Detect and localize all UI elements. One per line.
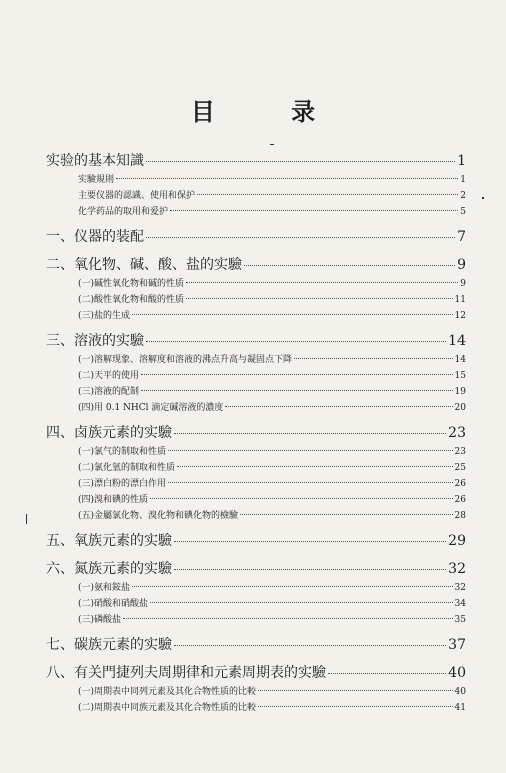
toc-subsection-row	[46, 292, 466, 308]
toc-subsection-row	[46, 188, 466, 204]
scan-speck	[482, 197, 484, 199]
toc-subsection-row	[46, 684, 466, 700]
dot-leader	[174, 541, 446, 542]
toc-page-number: 28	[454, 511, 466, 521]
toc-page-number: 9	[460, 279, 466, 289]
toc-page-number: 32	[454, 583, 466, 593]
toc-subsection-row	[46, 172, 466, 188]
toc-entry-label: (一)碱性氧化物和碱的性质	[78, 279, 185, 289]
toc-subsection-row	[46, 508, 466, 524]
toc-page-number: 23	[454, 447, 466, 457]
toc-subsection-row	[46, 368, 466, 384]
toc-subsection-row	[46, 308, 466, 324]
dot-leader	[244, 265, 455, 266]
toc-subsection-row	[46, 700, 466, 716]
toc-page-number: 1	[457, 153, 466, 169]
dot-leader	[141, 374, 453, 375]
dot-leader	[174, 645, 446, 646]
table-of-contents	[46, 150, 466, 716]
dot-leader	[150, 602, 453, 603]
toc-page-number: 25	[454, 463, 466, 473]
toc-subsection-row	[46, 580, 466, 596]
toc-page-number: 2	[460, 191, 466, 201]
toc-page-number: 29	[448, 533, 466, 549]
toc-entry-label: 四、卤族元素的实驗	[46, 425, 172, 441]
toc-section-row	[46, 150, 466, 172]
toc-entry-label: 实验的基本知識	[46, 153, 144, 169]
toc-subsection-row	[46, 352, 466, 368]
toc-section-row	[46, 634, 466, 656]
toc-entry-label: 八、有关門捷列夫周期律和元素周期表的实驗	[46, 665, 326, 681]
toc-page-number: 19	[454, 387, 466, 397]
toc-entry-label: 三、溶液的实驗	[46, 333, 144, 349]
toc-entry-label: (一)氨和銨盐	[78, 583, 131, 593]
toc-entry-label: (三)盐的生成	[78, 311, 131, 321]
dot-leader	[258, 706, 453, 707]
toc-page-number: 23	[448, 425, 466, 441]
toc-entry-label: 六、氮族元素的实驗	[46, 561, 172, 577]
toc-page-number: 7	[457, 229, 466, 245]
toc-page-number: 12	[454, 311, 466, 321]
dot-leader	[141, 390, 453, 391]
toc-section-row	[46, 558, 466, 580]
toc-section-row	[46, 254, 466, 276]
dot-leader	[146, 341, 446, 342]
dot-leader	[328, 673, 446, 674]
toc-page-number: 1	[460, 175, 466, 185]
toc-page-number: 14	[448, 333, 466, 349]
toc-entry-label: (二)天平的使用	[78, 371, 140, 381]
toc-subsection-row	[46, 476, 466, 492]
dot-leader	[294, 358, 453, 359]
dot-leader	[197, 194, 458, 195]
dot-leader	[168, 450, 453, 451]
scan-speck	[270, 144, 274, 145]
toc-section-row	[46, 226, 466, 248]
toc-entry-label: (一)周期表中同列元素及其化合物性质的比較	[78, 687, 257, 697]
toc-page-number: 32	[448, 561, 466, 577]
toc-section-row	[46, 422, 466, 444]
toc-section-row	[46, 530, 466, 552]
dot-leader	[170, 210, 458, 211]
toc-subsection-row	[46, 460, 466, 476]
toc-page-number: 40	[448, 665, 466, 681]
toc-entry-label: (三)漂白粉的漂白作用	[78, 479, 167, 489]
toc-entry-label: (二)酸性氧化物和酸的性质	[78, 295, 185, 305]
toc-entry-label: (四)用 0.1 NHCl 滴定碱溶液的濃度	[78, 403, 224, 413]
dot-leader	[225, 406, 452, 407]
toc-entry-label: 实驗規則	[78, 175, 115, 185]
toc-entry-label: 五、氧族元素的实驗	[46, 533, 172, 549]
scan-speck	[26, 514, 27, 524]
toc-entry-label: 主要仪器的認識、使用和保护	[78, 191, 196, 201]
toc-subsection-row	[46, 204, 466, 220]
toc-page-number: 34	[454, 599, 466, 609]
toc-entry-label: (三)磷酸盐	[78, 615, 122, 625]
dot-leader	[174, 433, 446, 434]
dot-leader	[116, 178, 458, 179]
toc-page-number: 41	[454, 703, 466, 713]
toc-page-number: 11	[454, 295, 466, 305]
toc-subsection-row	[46, 492, 466, 508]
toc-page-number: 15	[454, 371, 466, 381]
toc-page-number: 35	[454, 615, 466, 625]
dot-leader	[146, 237, 455, 238]
toc-entry-label: (二)氯化氫的制取和性质	[78, 463, 176, 473]
toc-entry-label: (三)溶液的配制	[78, 387, 140, 397]
dot-leader	[186, 298, 453, 299]
toc-page-number: 37	[448, 637, 466, 653]
toc-page-number: 26	[454, 495, 466, 505]
toc-page-number: 26	[454, 479, 466, 489]
toc-entry-label: (一)氯气的制取和性质	[78, 447, 167, 457]
dot-leader	[177, 466, 453, 467]
toc-entry-label: 一、仪器的装配	[46, 229, 144, 245]
toc-subsection-row	[46, 384, 466, 400]
dot-leader	[168, 482, 453, 483]
toc-entry-label: 二、氧化物、碱、酸、盐的实驗	[46, 257, 242, 273]
dot-leader	[123, 618, 453, 619]
page-title: 目 录	[190, 97, 350, 126]
toc-entry-label: (二)硝酸和硝酸盐	[78, 599, 149, 609]
toc-entry-label: (二)周期表中同族元素及其化合物性质的比較	[78, 703, 257, 713]
toc-entry-label: 七、碳族元素的实驗	[46, 637, 172, 653]
toc-page-number: 14	[454, 355, 466, 365]
toc-page-number: 9	[457, 257, 466, 273]
dot-leader	[258, 690, 453, 691]
toc-entry-label: (五)金屬氯化物、溴化物和碘化物的檢驗	[78, 511, 239, 521]
dot-leader	[146, 161, 455, 162]
toc-entry-label: (四)溴和碘的性质	[78, 495, 149, 505]
toc-page-number: 20	[454, 403, 466, 413]
toc-section-row	[46, 662, 466, 684]
dot-leader	[132, 314, 453, 315]
toc-entry-label: (一)溶解现象、溶解度和溶液的沸点升高与凝固点下降	[78, 355, 293, 365]
toc-subsection-row	[46, 596, 466, 612]
dot-leader	[150, 498, 453, 499]
toc-subsection-row	[46, 276, 466, 292]
toc-entry-label: 化学药品的取用和爱护	[78, 207, 169, 217]
toc-subsection-row	[46, 444, 466, 460]
toc-subsection-row	[46, 400, 466, 416]
toc-section-row	[46, 330, 466, 352]
dot-leader	[240, 514, 453, 515]
dot-leader	[186, 282, 458, 283]
toc-subsection-row	[46, 612, 466, 628]
toc-page-number: 5	[460, 207, 466, 217]
dot-leader	[174, 569, 446, 570]
dot-leader	[132, 586, 453, 587]
toc-page-number: 40	[454, 687, 466, 697]
